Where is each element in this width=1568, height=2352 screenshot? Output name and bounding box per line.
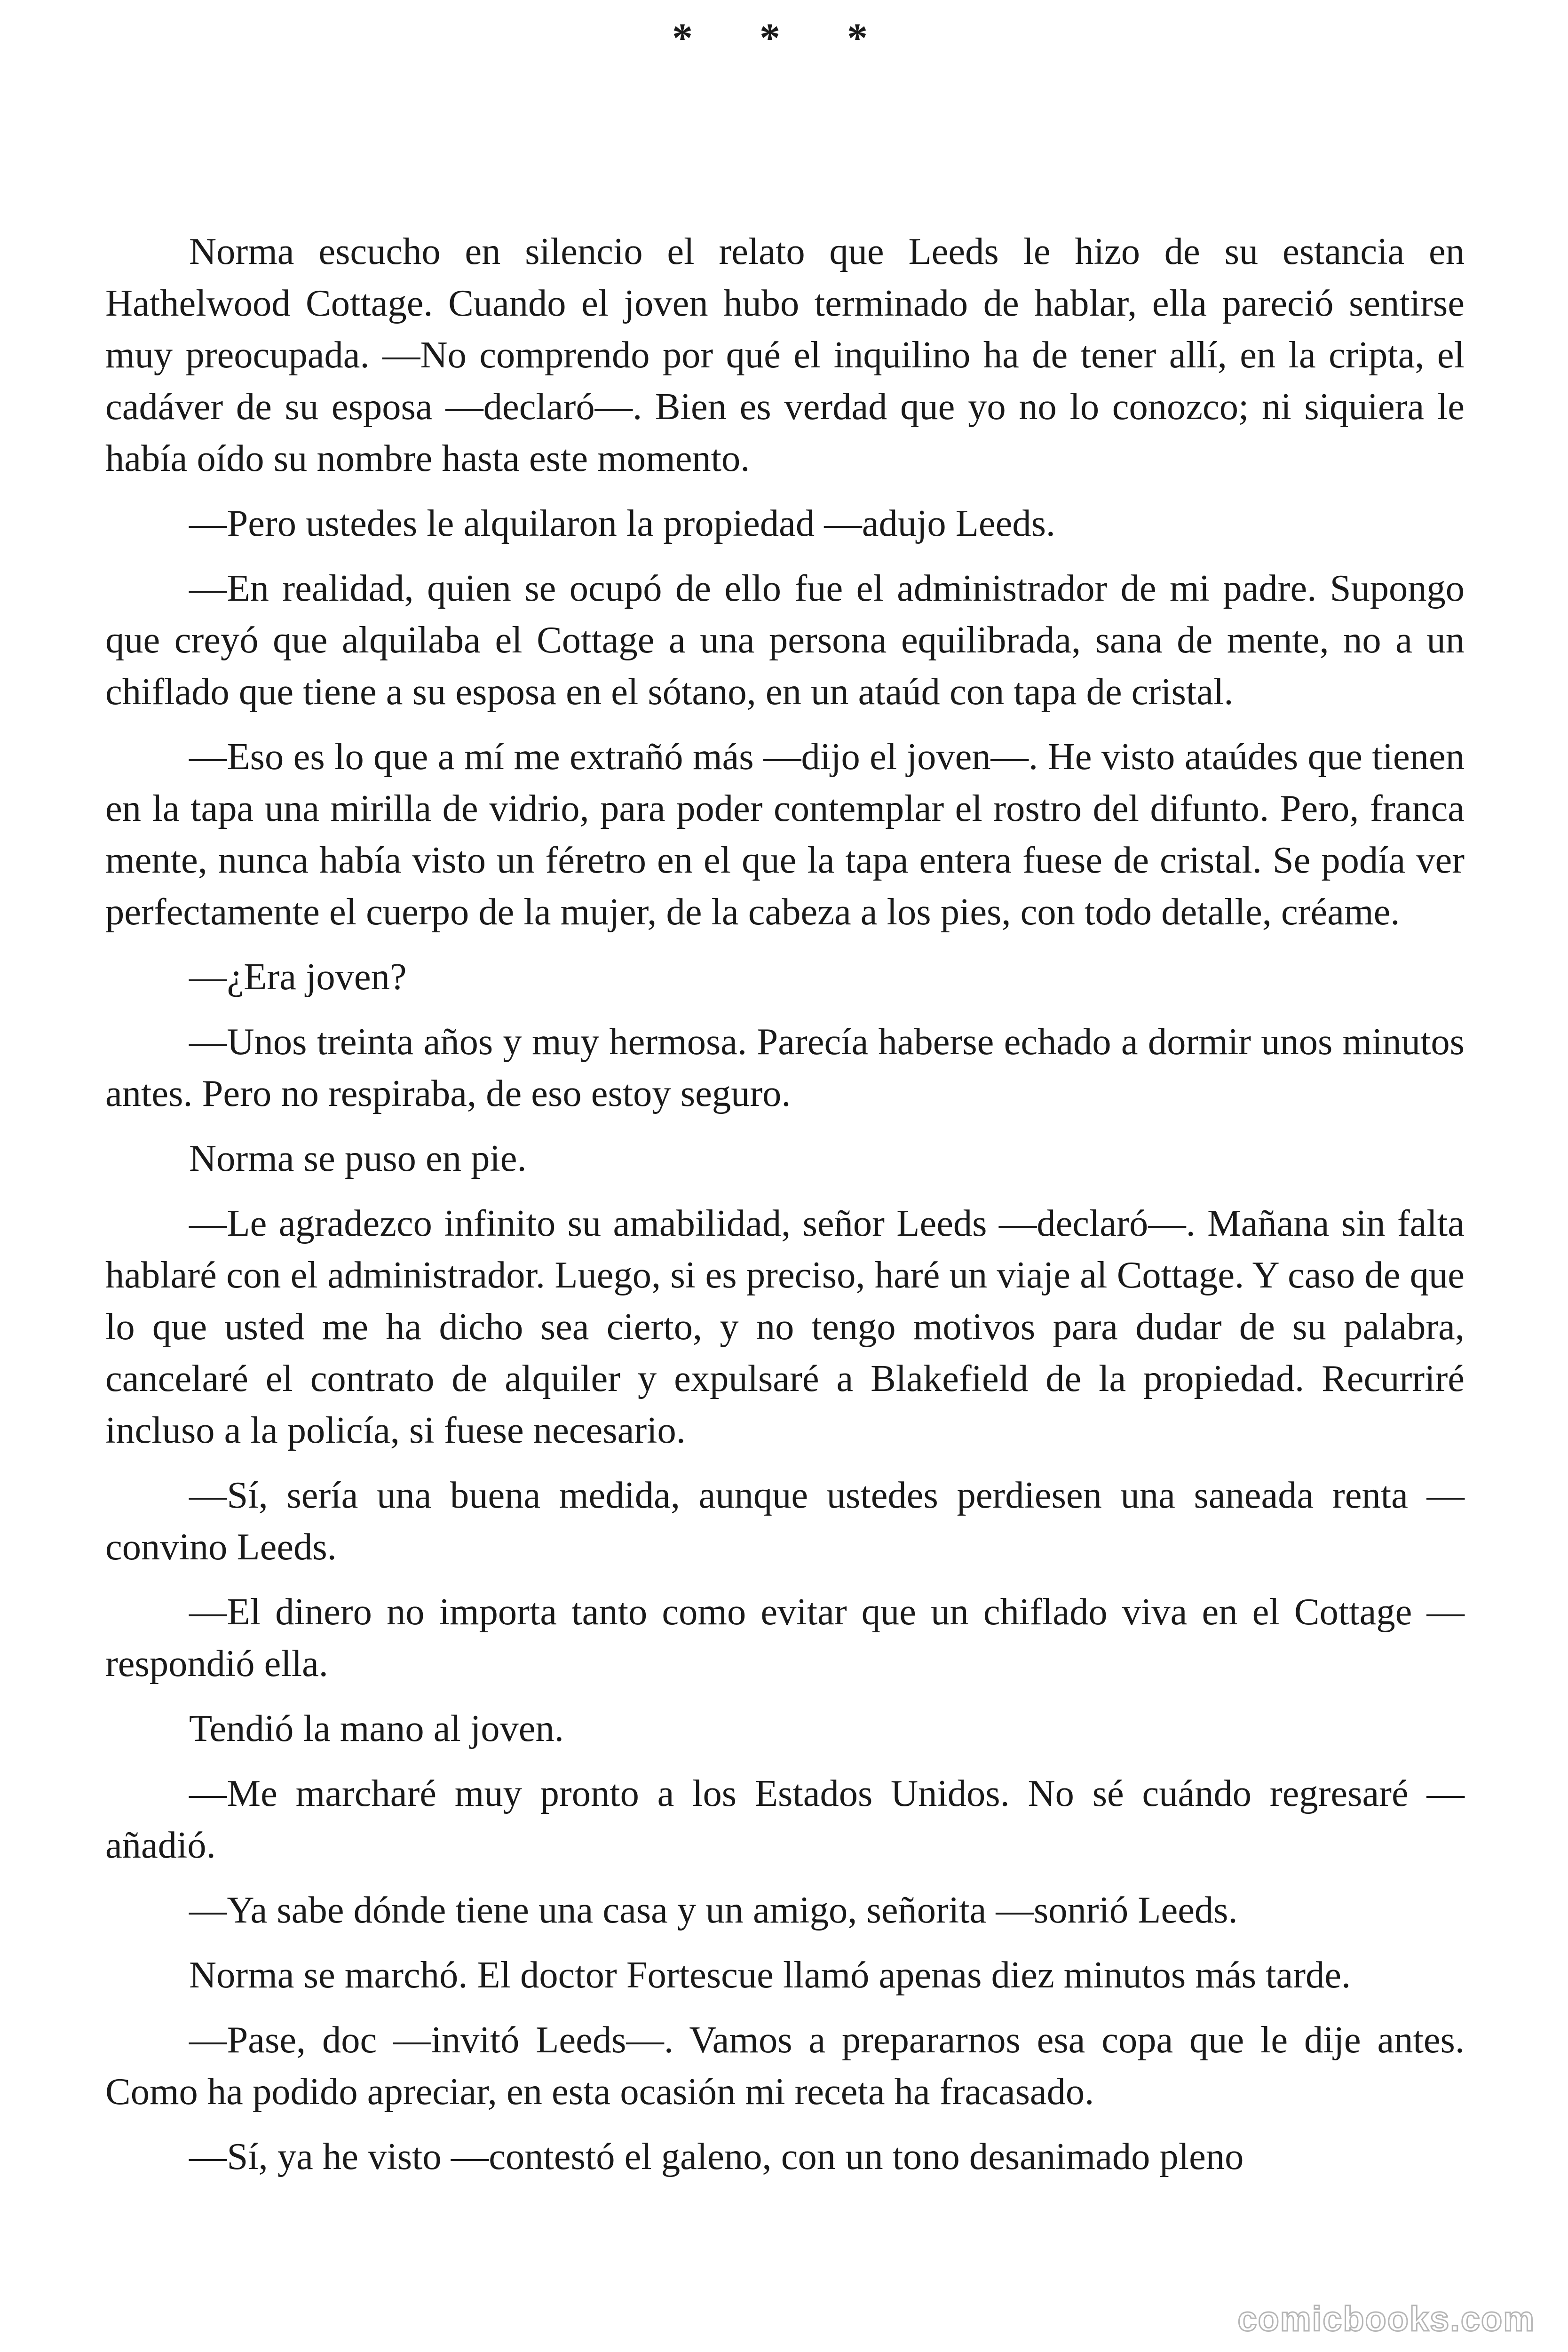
paragraph: —Eso es lo que a mí me extrañó más —dijo el joven—. He visto ataúdes que tienen en la tapa una mirilla de vidrio, para poder contemplar el rostro del difunto. Pero, franca mente, nunca había visto un féretro en el que la tapa entera fuese de cristal. Se podía ver perfectamente el cuerpo de la mujer, de la cabeza a los pies, con todo detalle, créame.	[105, 736, 1465, 933]
paragraph: —Pase, doc —invitó Leeds—. Vamos a prepararnos esa copa que le dije antes. Como ha podido apreciar, en esta ocasión mi receta ha fracasado.	[105, 2019, 1465, 2113]
paragraph: —¿Era joven?	[189, 956, 407, 998]
paragraph: —Unos treinta años y muy hermosa. Parecía haberse echado a dormir unos minutos antes. Pero no respiraba, de eso estoy seguro.	[105, 1021, 1465, 1114]
paragraph: —Le agradezco infinito su amabilidad, señor Leeds —declaró—. Mañana sin falta hablaré con el administrador. Luego, si es preciso, haré un viaje al Cottage. Y caso de que lo que usted me ha dicho sea cierto, y no tengo motivos para dudar de su palabra, cancelaré el contrato de alquiler y expulsaré a Blakefield de la propiedad. Recurriré incluso a la policía, si fuese necesario.	[105, 1202, 1465, 1451]
paragraph: Tendió la mano al joven.	[189, 1708, 564, 1749]
paragraph: —El dinero no importa tanto como evitar que un chiflado viva en el Cottage —respondió ella.	[105, 1591, 1465, 1685]
paragraph: —Sí, sería una buena medida, aunque ustedes perdiesen una saneada renta —convino Leeds.	[105, 1474, 1465, 1568]
paragraph: —Ya sabe dónde tiene una casa y un amigo, señorita —sonrió Leeds.	[189, 1889, 1238, 1931]
body-text	[105, 226, 1465, 2196]
paragraph: —Sí, ya he visto —contestó el galeno, con un tono desanimado pleno	[189, 2136, 1244, 2177]
watermark-logo: comicbooks.com	[1237, 2299, 1535, 2338]
paragraph: —Pero ustedes le alquilaron la propiedad —adujo Leeds.	[189, 502, 1056, 544]
paragraph: Norma se puso en pie.	[189, 1137, 527, 1179]
paragraph: Norma se marchó. El doctor Fortescue llamó apenas diez minutos más tarde.	[189, 1954, 1351, 1996]
section-separator: * * *	[672, 16, 896, 61]
paragraph: —En realidad, quien se ocupó de ello fue el administrador de mi padre. Supongo que creyó que alquilaba el Cottage a una persona equilibrada, sana de mente, no a un chiflado que tiene a su esposa en el sótano, en un ataúd con tapa de cristal.	[105, 567, 1465, 713]
paragraph: Norma escucho en silencio el relato que Leeds le hizo de su estancia en Hathelwood Cottage. Cuando el joven hubo terminado de hablar, ella pareció sentirse muy preocupada. —No comprendo por qué el inquilino ha de tener allí, en la cripta, el cadáver de su esposa —declaró—. Bien es verdad que yo no lo conozco; ni siquiera le había oído su nombre hasta este momento.	[105, 230, 1465, 479]
paragraph: —Me marcharé muy pronto a los Estados Unidos. No sé cuándo regresaré —añadió.	[105, 1772, 1465, 1866]
